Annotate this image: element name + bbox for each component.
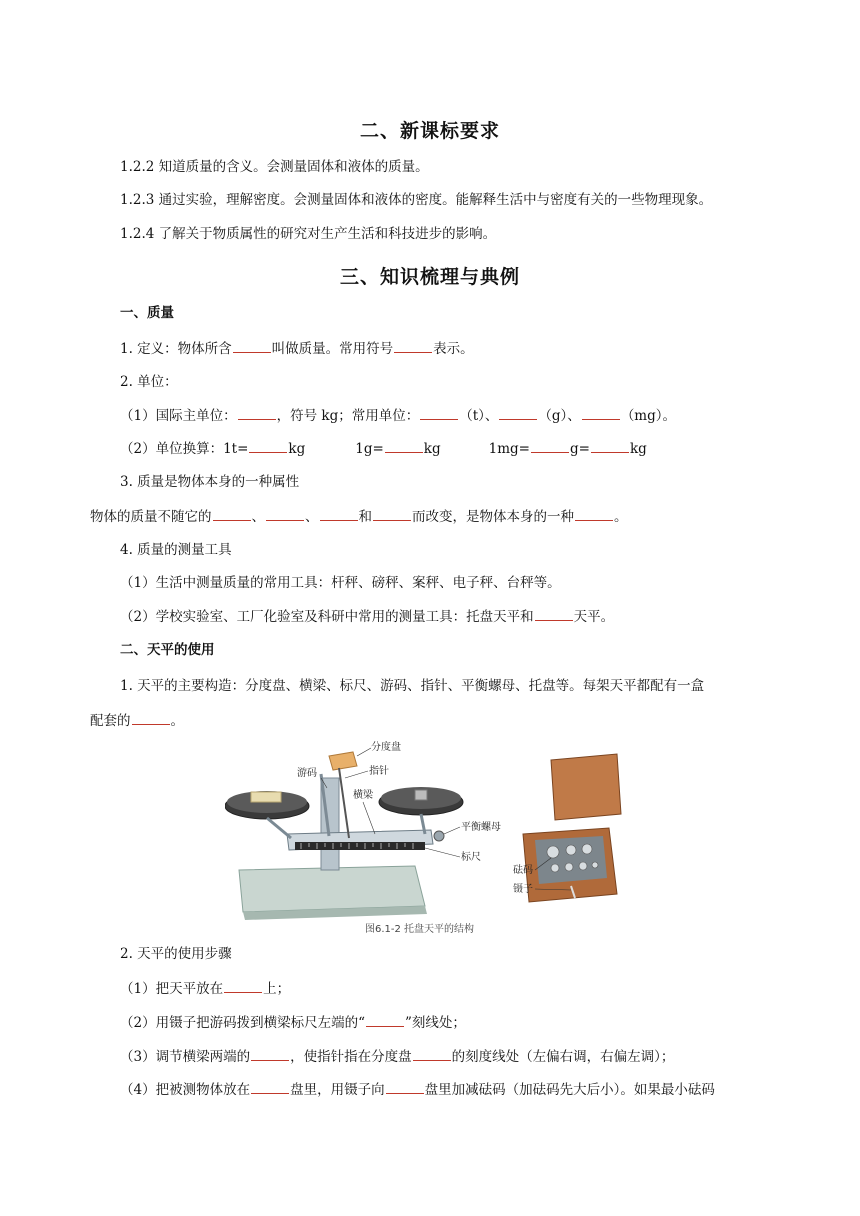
structure-line-2	[90, 710, 184, 731]
fill-blank	[213, 506, 251, 521]
fill-blank	[420, 405, 458, 420]
text: 叫做质量。常用符号	[271, 341, 394, 357]
balance-base	[239, 866, 425, 912]
text: 配套的	[90, 713, 131, 729]
fill-blank	[224, 978, 262, 993]
text: 、	[251, 509, 265, 525]
fill-blank	[251, 1079, 289, 1094]
balance-figure	[225, 738, 645, 938]
text: （g）、	[538, 408, 581, 424]
curriculum-item: 1.2.4 了解关于物质属性的研究对生产生活和科技进步的影响。	[120, 226, 497, 242]
weight-box-lid	[551, 754, 621, 820]
text: 和	[358, 509, 372, 525]
text: ，使指针指在分度盘	[290, 1049, 412, 1065]
text: 的刻度线处（左偏右调，右偏左调）；	[451, 1049, 675, 1065]
text: （2）用镊子把游码拨到横梁标尺左端的“	[120, 1015, 365, 1031]
text: 、	[305, 509, 319, 525]
section-title-curriculum: 二、新课标要求	[359, 120, 500, 142]
fill-blank	[591, 438, 629, 453]
label-scale-dial: 分度盘	[371, 742, 401, 753]
balance-nut	[434, 831, 444, 841]
text: （2）单位换算：1t=	[120, 441, 249, 457]
text: ，符号 kg；常用单位：	[276, 408, 420, 424]
label-tweezers: 镊子	[513, 884, 533, 895]
fill-blank	[535, 606, 573, 621]
fill-blank	[132, 710, 170, 725]
tool-line-2	[120, 606, 614, 627]
curriculum-item: 1.2.3 通过实验，理解密度。会测量固体和液体的密度。能解释生活中与密度有关的一些物理现象。	[120, 192, 713, 208]
tool-heading: 4. 质量的测量工具	[120, 542, 232, 558]
fill-blank	[582, 405, 620, 420]
weight-on-pan	[415, 790, 427, 800]
curriculum-item: 1.2.2 知道质量的含义。会测量固体和液体的质量。	[120, 159, 429, 175]
fill-blank	[385, 438, 423, 453]
text: kg	[629, 441, 647, 457]
fill-blank	[373, 506, 411, 521]
tool-line-1: （1）生活中测量质量的常用工具：杆秤、磅秤、案秤、电子秤、台秤等。	[120, 575, 561, 591]
label-balance-nut: 平衡螺母	[461, 822, 501, 833]
text: 1mg=	[488, 441, 530, 457]
text: （4）把被测物体放在	[120, 1082, 251, 1098]
fill-blank	[366, 1012, 404, 1027]
object-block	[251, 792, 281, 802]
label-weights: 砝码	[513, 865, 533, 876]
fill-blank	[386, 1079, 424, 1094]
definition-line	[120, 338, 474, 359]
text: 1g=	[355, 441, 384, 457]
fill-blank	[233, 338, 271, 353]
structure-line-1: 1. 天平的主要构造：分度盘、横梁、标尺、游码、指针、平衡螺母、托盘等。每架天平都配有一盒	[120, 678, 705, 694]
unit-heading: 2. 单位：	[120, 374, 178, 390]
fill-blank	[238, 405, 276, 420]
steps-heading: 2. 天平的使用步骤	[120, 946, 232, 962]
section-title-knowledge: 三、知识梳理与典例	[339, 266, 520, 288]
text: （2）学校实验室、工厂化验室及科研中常用的测量工具：托盘天平和	[120, 609, 534, 625]
text: （mg）。	[620, 408, 677, 424]
beam-ruler	[295, 842, 425, 850]
fill-blank	[575, 506, 613, 521]
text: kg	[423, 441, 441, 457]
scale-dial	[329, 752, 357, 770]
text: （3）调节横梁两端的	[120, 1049, 251, 1065]
text: 盘里加减砝码（加砝码先大后小）。如果最小砝码	[424, 1082, 715, 1098]
fill-blank	[249, 438, 287, 453]
weight-tray	[535, 836, 607, 884]
unit-line-1	[120, 405, 676, 426]
step-3	[120, 1046, 674, 1067]
step-4	[120, 1079, 715, 1100]
label-beam: 横梁	[353, 790, 373, 801]
text: kg	[288, 441, 306, 457]
property-heading: 3. 质量是物体本身的一种属性	[120, 474, 300, 490]
fill-blank	[531, 438, 569, 453]
text: （1）把天平放在	[120, 981, 224, 997]
step-1	[120, 978, 290, 999]
text: 盘里，用镊子向	[290, 1082, 385, 1098]
fill-blank	[251, 1046, 289, 1061]
text: 1. 定义：物体所含	[120, 341, 232, 357]
text: 而改变，是物体本身的一种	[412, 509, 574, 525]
figure-caption: 图6.1-2 托盘天平的结构	[365, 924, 475, 935]
fill-blank	[499, 405, 537, 420]
property-line	[90, 506, 628, 527]
pointer	[339, 768, 349, 838]
label-rider: 游码	[297, 768, 317, 779]
text: 天平。	[573, 609, 615, 625]
text: 。	[614, 509, 628, 525]
subheading-mass: 一、质量	[120, 305, 174, 321]
text: 。	[170, 713, 184, 729]
text: g=	[569, 441, 590, 457]
text: ”刻线处；	[405, 1015, 466, 1031]
text: 上；	[263, 981, 291, 997]
label-pointer: 指针	[369, 766, 389, 777]
label-ruler: 标尺	[461, 852, 481, 863]
fill-blank	[413, 1046, 451, 1061]
text: （t）、	[459, 408, 499, 424]
text: 表示。	[433, 341, 474, 357]
fill-blank	[266, 506, 304, 521]
text: 物体的质量不随它的	[90, 509, 212, 525]
unit-line-2	[120, 438, 647, 459]
subheading-balance: 二、天平的使用	[120, 642, 215, 658]
step-2	[120, 1012, 466, 1033]
fill-blank	[320, 506, 358, 521]
text: （1）国际主单位：	[120, 408, 237, 424]
left-pan-arm	[267, 818, 291, 838]
fill-blank	[394, 338, 432, 353]
